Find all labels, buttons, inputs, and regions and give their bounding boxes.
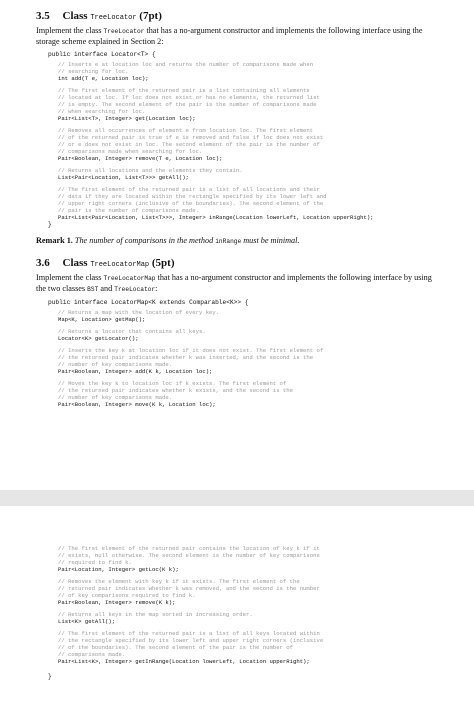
remark-1: [36, 236, 438, 245]
code-comment-line: // located at loc. If loc does not exist or has no elements, the returned list: [58, 94, 320, 101]
code-comment-line: // of key comparisons required to find k.: [58, 592, 196, 599]
method-group: [58, 611, 438, 625]
section-3-5-heading: [36, 10, 438, 22]
method-signature: Map<K, Location> getMap();: [58, 316, 146, 323]
code-comment-line: // upper right corners (inclusive of the boundaries). The second element of the: [58, 200, 324, 207]
code-comment-line: // Removes the element with key k if it exists. The first element of the: [58, 578, 300, 585]
section-3-6-intro: [36, 273, 438, 295]
section-number: 3.6: [36, 257, 50, 269]
code-comment-line: // the returned pair indicates whether k exists, and the second is the: [58, 387, 293, 394]
code-comment-line: // when searching for loc.: [58, 108, 146, 115]
method-signature: List<K> getAll();: [58, 618, 116, 625]
code-comment-line: // comparisons made.: [58, 651, 126, 658]
method-group: [58, 87, 438, 122]
section-class-name: TreeLocatorMap: [90, 261, 150, 269]
intro-text: :: [155, 284, 158, 293]
section-3-6-heading: [36, 257, 438, 269]
code-comment-line: // Returns all keys in the map sorted in increasing order.: [58, 611, 253, 618]
interface-body: [58, 309, 438, 408]
method-group: [58, 630, 438, 665]
code-comment-line: // required to find k.: [58, 559, 132, 566]
section-3-5-intro: [36, 26, 438, 47]
method-group: [58, 127, 438, 162]
method-signature: Locator<K> getLocator();: [58, 335, 139, 342]
method-signature: Pair<Boolean, Integer> remove(K k);: [58, 599, 176, 606]
method-group: [58, 578, 438, 606]
method-signature: Pair<List<T>, Integer> get(Location loc);: [58, 115, 196, 122]
section-points: (5pt): [151, 257, 175, 269]
code-comment-line: // Removes all occurrences of element e from location loc. The first element: [58, 127, 314, 134]
code-comment-line: // The first element of the returned pair contains the location of key k if it: [58, 545, 320, 552]
code-comment-line: // of the boundaries). The second element of the pair is the number of: [58, 644, 293, 651]
code-comment-line: // searching for loc.: [58, 68, 129, 75]
intro-class: TreeLocatorMap: [103, 275, 156, 282]
section-number: 3.5: [36, 10, 50, 22]
method-group: [58, 167, 438, 181]
intro-text: that has a no-argument constructor and implements the following interface using the storage scheme explained in Section 2:: [36, 26, 423, 46]
code-comment-line: // returned pair indicates whether k was removed, and the second is the number: [58, 585, 320, 592]
code-comment-line: // The first element of the returned pair is a list of all locations and their: [58, 186, 320, 193]
remark-method: inRange: [215, 238, 242, 245]
method-signature: Pair<Location, Integer> getLoc(K k);: [58, 566, 179, 573]
section-class-name: TreeLocator: [90, 14, 137, 22]
interface-declaration: public interface LocatorMap<K extends Comparable<K>> {: [48, 299, 249, 306]
code-comment-line: // of the returned pair is true if e is removed and false if loc does not exist: [58, 134, 324, 141]
section-word: Class: [62, 257, 88, 269]
method-signature: Pair<Boolean, Integer> move(K k, Location loc);: [58, 401, 216, 408]
code-comment-line: // data if they are located within the rectangle specified by its lower left and: [58, 193, 327, 200]
interface-body-continued: [58, 545, 438, 665]
code-comment-line: // exists, null otherwise. The second element is the number of key comparisons: [58, 552, 320, 559]
method-signature: List<Pair<Location, List<T>>> getAll();: [58, 174, 189, 181]
code-comment-line: // or e does not exist in loc. The second element of the pair is the number of: [58, 141, 320, 148]
code-comment-line: // pair is the number of comparisons made.: [58, 207, 199, 214]
code-comment-line: // Inserts the key k at location loc if it does not exist. The first element of: [58, 347, 324, 354]
code-comment-line: // Inserts e at location loc and returns the number of comparisons made when: [58, 61, 314, 68]
code-comment-line: // Returns all locations and the elements they contain.: [58, 167, 243, 174]
code-comment-line: // is empty. The second element of the pair is the number of comparisons made: [58, 101, 317, 108]
remark-text: [75, 236, 300, 245]
method-group: [58, 380, 438, 408]
code-comment-line: // The first element of the returned pair is a list containing all elements: [58, 87, 310, 94]
closing-brace: }: [48, 221, 52, 228]
interface-declaration: public interface Locator<T> {: [48, 51, 156, 58]
method-group: [58, 347, 438, 375]
intro-text: Implement the class: [36, 26, 102, 35]
intro-class: BST: [87, 286, 99, 293]
code-comment-line: // the rectangle specified by its lower left and upper right corners (inclusive: [58, 637, 324, 644]
page-separator: [0, 490, 474, 506]
code-comment-line: // Returns a map with the location of every key.: [58, 309, 220, 316]
section-word: Class: [62, 10, 88, 22]
code-comment-line: // comparisons made when searching for loc.: [58, 148, 203, 155]
method-signature: Pair<Boolean, Integer> add(K k, Location loc);: [58, 368, 213, 375]
closing-brace: }: [48, 673, 52, 680]
method-group: [58, 309, 438, 323]
intro-text: that has a no-argument constructor and implements the following interface by using the two classes: [36, 273, 432, 293]
intro-class: TreeLocator: [103, 28, 145, 35]
code-comment-line: // the returned pair indicates whether k was inserted, and the second is the: [58, 354, 314, 361]
remark-text-part: The number of comparisons in the method: [74, 236, 214, 245]
document-page-2: [0, 506, 474, 713]
method-signature: Pair<Boolean, Integer> remove(T e, Location loc);: [58, 155, 223, 162]
method-group: [58, 186, 438, 221]
code-comment-line: // number of key comparisons made.: [58, 394, 173, 401]
code-comment-line: // Returns a locator that contains all keys.: [58, 328, 206, 335]
code-comment-line: // number of key comparisons made.: [58, 361, 173, 368]
method-signature: Pair<List<K>, Integer> getInRange(Location lowerLeft, Location upperRight);: [58, 658, 310, 665]
remark-text-part: must be minimal.: [243, 236, 300, 245]
code-comment-line: // Moves the key k to location loc if k exists. The first element of: [58, 380, 287, 387]
remark-label: Remark 1.: [36, 236, 73, 245]
code-comment-line: // The first element of the returned pair is a list of all keys located within: [58, 630, 320, 637]
intro-class: TreeLocator: [114, 286, 156, 293]
method-group: [58, 545, 438, 573]
method-group: [58, 61, 438, 82]
intro-text: Implement the class: [36, 273, 102, 282]
interface-body: [58, 61, 438, 221]
intro-text: and: [100, 284, 113, 293]
section-points: (7pt): [139, 10, 162, 22]
method-signature: Pair<List<Pair<Location, List<T>>>, Integer> inRange(Location lowerLeft, Location upperRight);: [58, 214, 374, 221]
method-group: [58, 328, 438, 342]
method-signature: int add(T e, Location loc);: [58, 75, 149, 82]
